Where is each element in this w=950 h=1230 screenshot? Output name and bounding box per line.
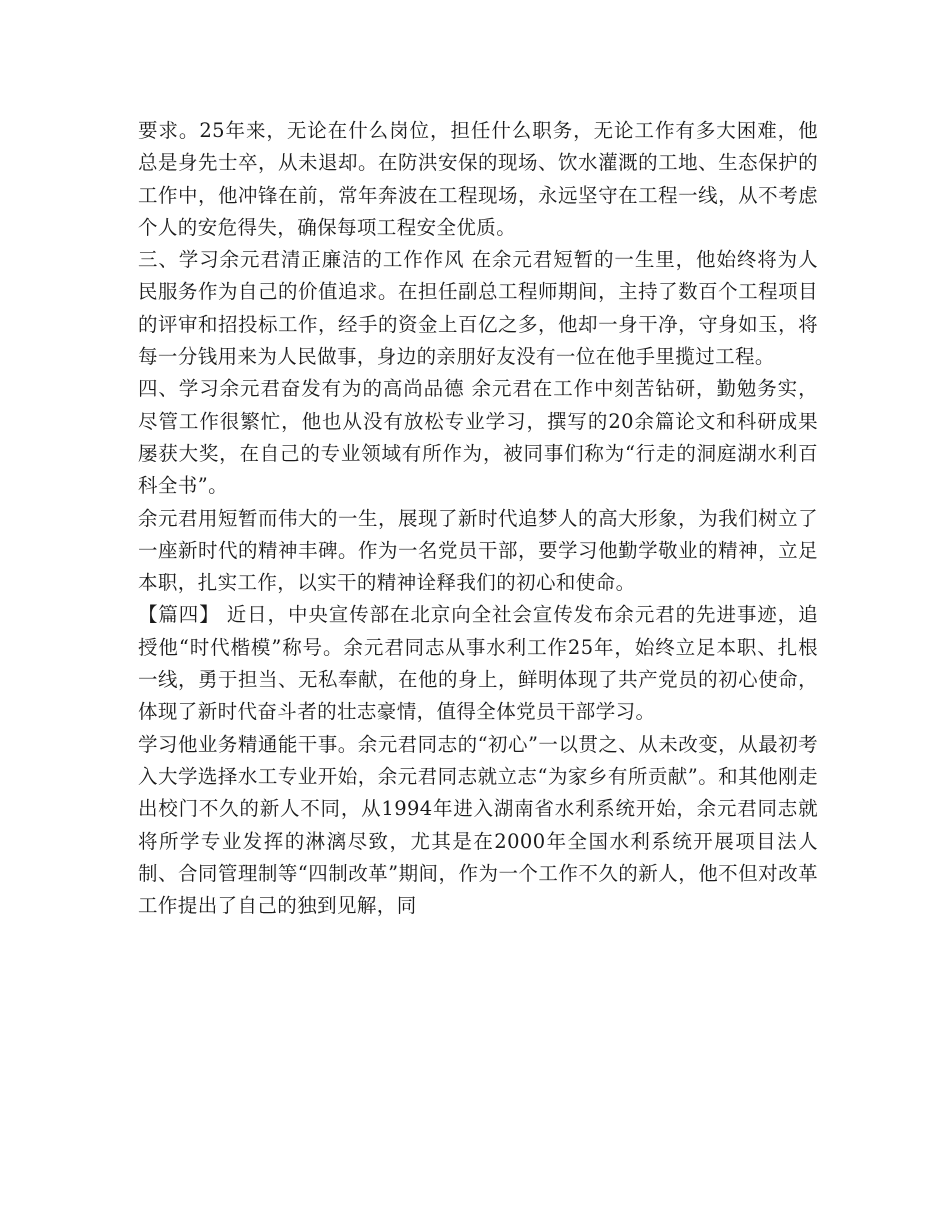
paragraph-1: 要求。25年来，无论在什么岗位，担任什么职务，无论工作有多大困难，他总是身先士卒，从未退却。在防洪安保的现场、饮水灌溉的工地、生态保护的工作中，他冲锋在前，常年奔波在工程现场，永远坚守在工程一线，从不考虑个人的安危得失，确保每项工程安全优质。 [138,119,818,239]
paragraph-3: 四、学习余元君奋发有为的高尚品德 余元君在工作中刻苦钻研，勤勉务实，尽管工作很繁忙，他也从没有放松专业学习，撰写的20余篇论文和科研成果屡获大奖，在自己的专业领域有所作为，被同事们称为“行走的洞庭湖水利百科全书”。 [138,377,818,498]
paragraph-2: 三、学习余元君清正廉洁的工作作风 在余元君短暂的一生里，他始终将为人民服务作为自己的价值追求。在担任副总工程师期间，主持了数百个工程项目的评审和招投标工作，经手的资金上百亿之多，他却一身干净，守身如玉，将每一分钱用来为人民做事，身边的亲朋好友没有一位在他手里揽过工程。 [138,248,818,369]
paragraph-6: 学习他业务精通能干事。余元君同志的“初心”一以贯之、从未改变，从最初考入大学选择水工专业开始，余元君同志就立志“为家乡有所贡献”。和其他刚走出校门不久的新人不同，从1994年进入湖南省水利系统开始，余元君同志就将所学专业发挥的淋漓尽致，尤其是在2000年全国水利系统开展项目法人制、合同管理制等“四制改革”期间，作为一个工作不久的新人，他不但对改革工作提出了自己的独到见解，同 [138,732,818,918]
document-body [138,115,818,922]
paragraph-4: 余元君用短暂而伟大的一生，展现了新时代追梦人的高大形象，为我们树立了一座新时代的精神丰碑。作为一名党员干部，要学习他勤学敬业的精神，立足本职，扎实工作，以实干的精神诠释我们的初心和使命。 [138,506,818,595]
paragraph-5: 【篇四】 近日，中央宣传部在北京向全社会宣传发布余元君的先进事迹，追授他“时代楷模”称号。余元君同志从事水利工作25年，始终立足本职、扎根一线，勇于担当、无私奉献，在他的身上，鲜明体现了共产党员的初心使命，体现了新时代奋斗者的壮志豪情，值得全体党员干部学习。 [138,603,818,724]
